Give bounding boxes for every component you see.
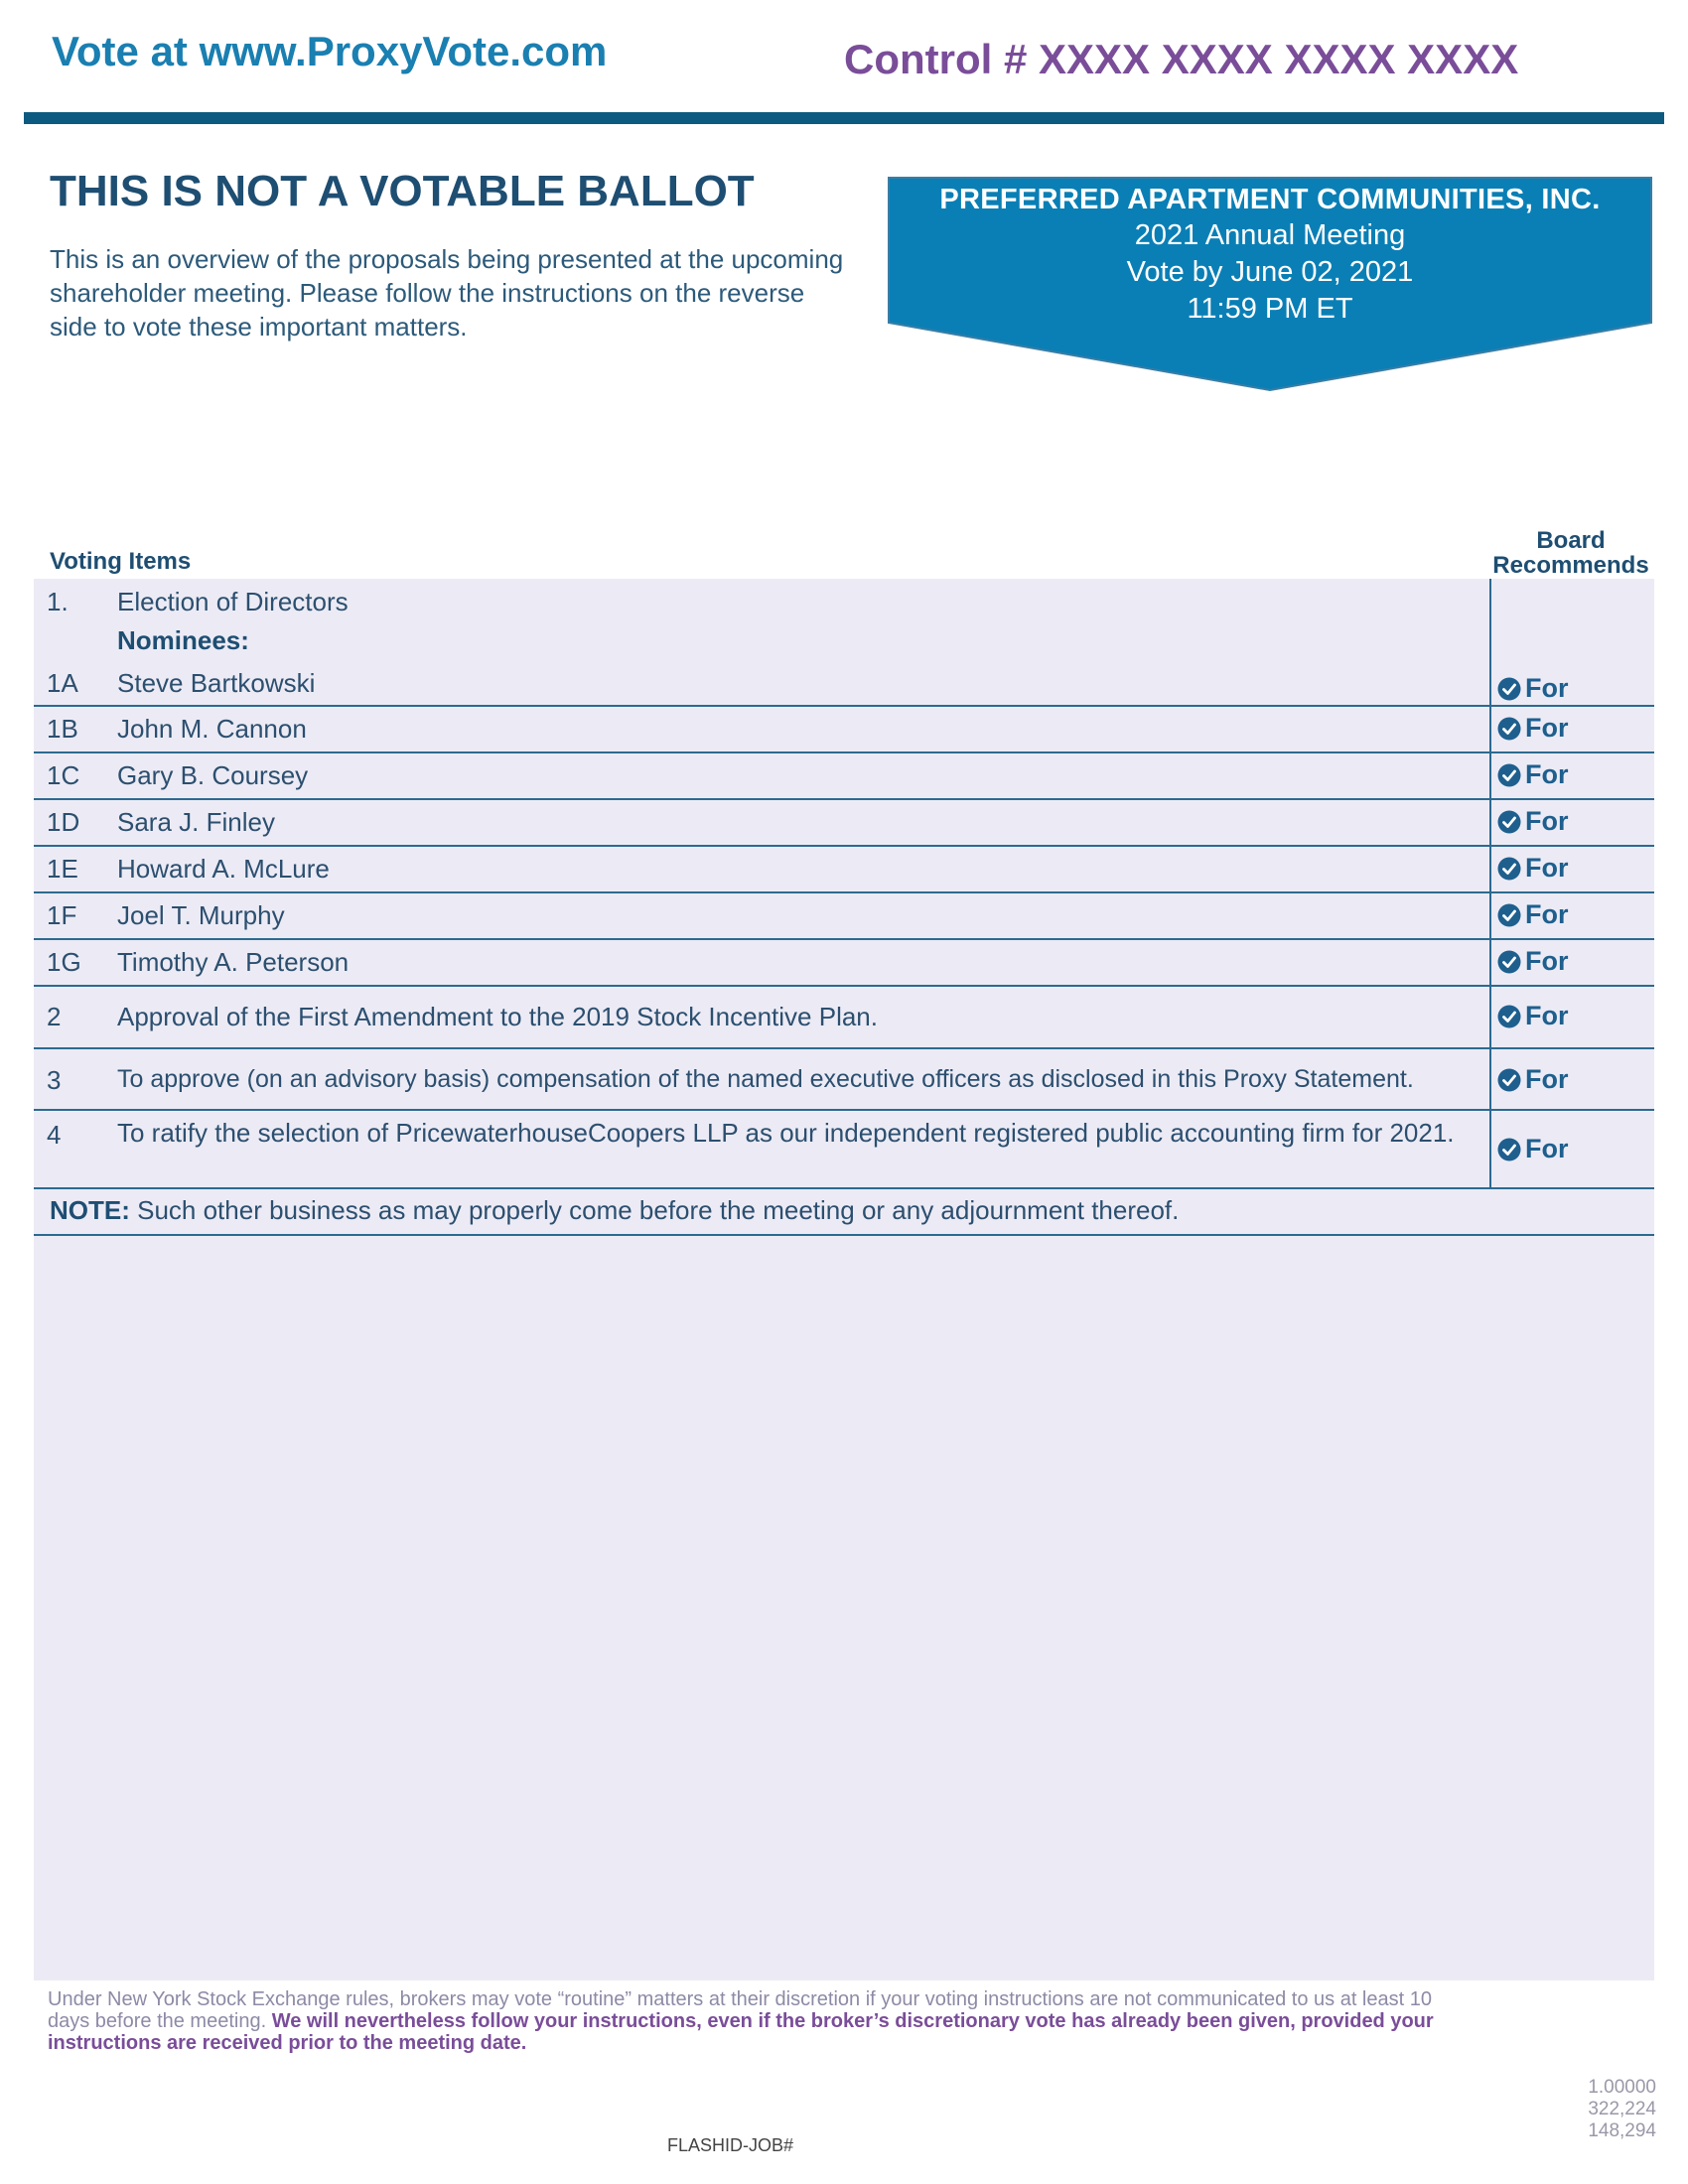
nominee-number: 1D — [47, 807, 80, 837]
recommendation-label: For — [1525, 946, 1569, 976]
check-circle-icon — [1497, 677, 1521, 701]
recommendation-label: For — [1525, 1001, 1569, 1030]
check-circle-icon — [1497, 810, 1521, 834]
nominee-number: 1B — [47, 714, 78, 744]
recommendation-label: For — [1525, 713, 1569, 743]
vote-deadline: Vote by June 02, 2021 — [1126, 256, 1414, 288]
recommendation — [1497, 673, 1569, 704]
control-number: Control # XXXX XXXX XXXX XXXX — [844, 36, 1519, 82]
recommendation-label: For — [1525, 1064, 1569, 1094]
recommendation-label: For — [1525, 1134, 1569, 1163]
row-divider — [34, 938, 1654, 940]
check-circle-icon — [1497, 1138, 1521, 1161]
vote-url-link[interactable]: Vote at www.ProxyVote.com — [52, 28, 608, 74]
recommendation — [1497, 899, 1569, 930]
footer-number: 148,294 — [1588, 2120, 1656, 2141]
disclaimer-regular: Under New York Stock Exchange rules, brokers may vote “routine” matters at their discretion if your voting instructions are not communicated to us at least 10 days before the meeting. — [48, 1988, 1432, 2032]
recommendation — [1497, 1001, 1569, 1031]
footer-number: 322,224 — [1588, 2099, 1656, 2119]
recommendation — [1497, 759, 1569, 790]
check-circle-icon — [1497, 763, 1521, 787]
check-circle-icon — [1497, 857, 1521, 881]
row-divider — [34, 705, 1654, 707]
check-circle-icon — [1497, 950, 1521, 974]
flash-job-id: FLASHID-JOB# — [667, 2135, 794, 2155]
nominee-name: Sara J. Finley — [117, 807, 275, 837]
row-divider — [34, 751, 1654, 753]
item-text: Election of Directors — [117, 587, 349, 616]
recommendation-label: For — [1525, 759, 1569, 789]
check-circle-icon — [1497, 1068, 1521, 1092]
recommendation — [1497, 713, 1569, 744]
recommendation — [1497, 946, 1569, 977]
recommendation-label: For — [1525, 899, 1569, 929]
recommendation — [1497, 806, 1569, 837]
nominee-name: Joel T. Murphy — [117, 900, 285, 930]
row-divider — [34, 1234, 1654, 1236]
row-divider — [34, 1109, 1654, 1111]
recommendation-label: For — [1525, 853, 1569, 883]
footer-number: 1.00000 — [1588, 2077, 1656, 2098]
nominee-number: 1C — [47, 760, 80, 790]
check-circle-icon — [1497, 903, 1521, 927]
note-label: NOTE: — [50, 1195, 130, 1225]
note-text — [50, 1195, 1179, 1226]
broker-disclaimer — [48, 1988, 1438, 2054]
vote-deadline-time: 11:59 PM ET — [1187, 293, 1353, 325]
disclaimer-bold: We will nevertheless follow your instructions, even if the broker’s discretionary vote has already been given, provided your instructions are received prior to the meeting date. — [48, 2010, 1434, 2054]
proposal-number: 3 — [47, 1065, 62, 1095]
recommendation — [1497, 853, 1569, 884]
recommendation — [1497, 1134, 1569, 1164]
voting-items-header: Voting Items — [50, 548, 192, 575]
item-number: 1. — [47, 587, 69, 616]
nominee-name: John M. Cannon — [117, 714, 307, 744]
footer-numbers — [1549, 2077, 1656, 2142]
nominees-label: Nominees: — [117, 625, 249, 655]
nominee-name: Steve Bartkowski — [117, 668, 316, 698]
proposal-number: 2 — [47, 1002, 62, 1031]
proposal-number: 4 — [47, 1120, 62, 1150]
row-divider — [34, 1187, 1654, 1189]
nominee-number: 1A — [47, 668, 78, 698]
header-divider — [24, 112, 1664, 124]
nominee-name: Howard A. McLure — [117, 854, 330, 884]
meeting-banner — [887, 176, 1653, 392]
nominee-name: Gary B. Coursey — [117, 760, 309, 790]
recommendation-label: For — [1525, 673, 1569, 703]
nominee-number: 1E — [47, 854, 78, 884]
row-divider — [34, 1047, 1654, 1049]
board-header-line2: Recommends — [1492, 552, 1649, 579]
nominee-number: 1F — [47, 900, 77, 930]
proposal-text: To ratify the selection of PricewaterhouseCoopers LLP as our independent registered public accounting firm for 2021. — [117, 1118, 1455, 1148]
check-circle-icon — [1497, 1005, 1521, 1028]
row-divider — [34, 845, 1654, 847]
recommendation — [1497, 1064, 1569, 1095]
row-divider — [34, 891, 1654, 893]
row-divider — [34, 985, 1654, 987]
company-name: PREFERRED APARTMENT COMMUNITIES, INC. — [939, 184, 1601, 215]
meeting-name: 2021 Annual Meeting — [1134, 219, 1406, 251]
note-body: Such other business as may properly come before the meeting or any adjournment thereof. — [129, 1195, 1180, 1225]
nominee-number: 1G — [47, 947, 81, 977]
board-header-line1: Board — [1536, 527, 1606, 554]
row-divider — [34, 798, 1654, 800]
board-recommends-header — [1489, 528, 1652, 578]
column-divider — [1489, 579, 1491, 1188]
recommendation-label: For — [1525, 806, 1569, 836]
page-title: THIS IS NOT A VOTABLE BALLOT — [50, 167, 755, 215]
nominee-name: Timothy A. Peterson — [117, 947, 350, 977]
proposal-text: To approve (on an advisory basis) compensation of the named executive officers as disclosed in this Proxy Statement. — [117, 1065, 1414, 1093]
proposal-text: Approval of the First Amendment to the 2019 Stock Incentive Plan. — [117, 1002, 878, 1031]
check-circle-icon — [1497, 717, 1521, 741]
overview-text: This is an overview of the proposals being presented at the upcoming shareholder meeting. Please follow the instructions on the reverse side to vote these important matters. — [50, 244, 844, 341]
